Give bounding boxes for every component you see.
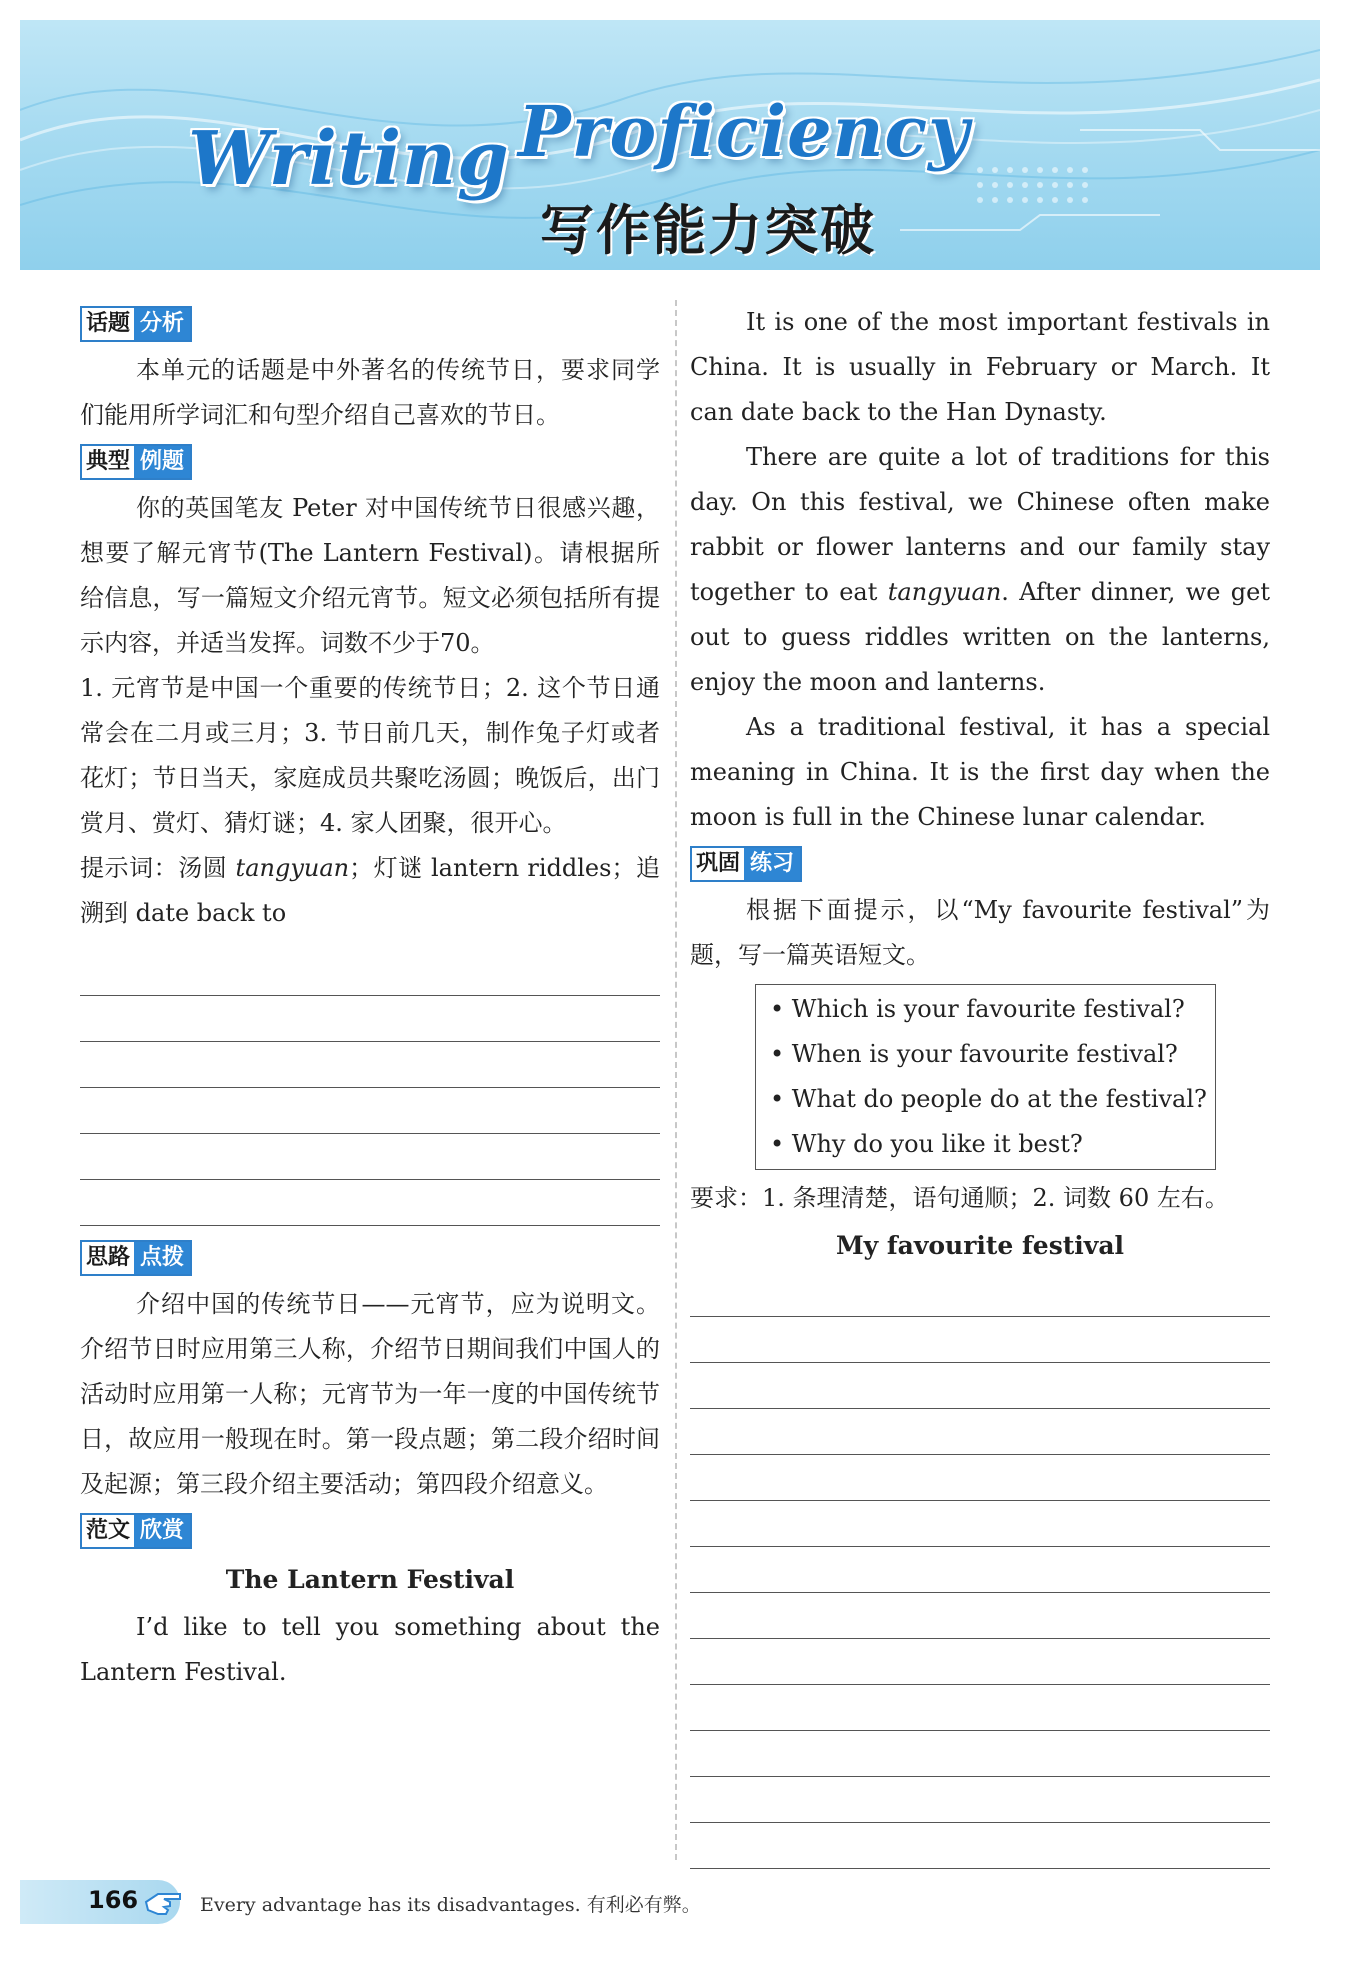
writing-line (690, 1593, 1270, 1639)
answer-lines (80, 950, 660, 1226)
model-essay-paragraph-4: As a traditional festival, it has a special meaning in China. It is the first day when the moon is full in the Chinese lunar calendar. (690, 713, 1270, 831)
guide-text: 介绍中国的传统节日——元宵节，应为说明文。介绍节日时应用第三人称，介绍节日期间我们中国人的活动时应用第一人称；元宵节为一年一度的中国传统节日，故应用一般现在时。第一段点题；第二段介绍时间及起源；第三段介绍主要活动；第四段介绍意义。 (80, 1290, 660, 1498)
requirement-text: 要求：1. 条理清楚，语句通顺；2. 词数 60 左右。 (690, 1184, 1229, 1212)
column-divider (675, 300, 677, 1860)
banner-title-writing: Writing (188, 116, 510, 202)
writing-line (690, 1823, 1270, 1869)
footer-proverb: Every advantage has its disadvantages. 有利必有弊。 (200, 1894, 701, 1916)
model-essay-title: The Lantern Festival (225, 1565, 515, 1594)
practice-tag: 巩固 练习 (690, 846, 802, 882)
prompt-item: • What do people do at the festival? (770, 1085, 1207, 1113)
writing-line (80, 1088, 660, 1134)
writing-line (690, 1685, 1270, 1731)
prompt-item: • Which is your favourite festival? (770, 995, 1185, 1023)
topic-analysis-text: 本单元的话题是中外著名的传统节日，要求同学们能用所学词汇和句型介绍自己喜欢的节日。 (80, 356, 660, 429)
practice-essay-title: My favourite festival (835, 1231, 1125, 1260)
writing-line (690, 1363, 1270, 1409)
hint-words: 提示词：汤圆 tangyuan；灯谜 lantern riddles；追溯到 date back to (80, 854, 661, 927)
model-essay-paragraph-2: It is one of the most important festivals in China. It is usually in February or March. It can date back to the Han Dynasty. (690, 308, 1270, 426)
prompt-item: • When is your favourite festival? (770, 1040, 1178, 1068)
practice-instruction: 根据下面提示，以“My favourite festival”为题，写一篇英语短文。 (690, 896, 1270, 969)
model-essay-tag: 范文 欣赏 (80, 1513, 192, 1549)
writing-line (690, 1547, 1270, 1593)
writing-line (690, 1777, 1270, 1823)
writing-line (690, 1409, 1270, 1455)
prompt-item: • Why do you like it best? (770, 1130, 1083, 1158)
example-question-tag: 典型 例题 (80, 444, 192, 480)
example-question-text: 你的英国笔友 Peter 对中国传统节日很感兴趣，想要了解元宵节(The Lantern Festival)。请根据所给信息，写一篇短文介绍元宵节。短文必须包括所有提示内容，并适当发挥。词数不少于70。 (80, 494, 660, 657)
writing-line (690, 1455, 1270, 1501)
left-column (80, 300, 660, 1695)
model-essay-paragraph-1: I’d like to tell you something about the Lantern Festival. (80, 1613, 660, 1686)
writing-line (80, 996, 660, 1042)
writing-line (690, 1639, 1270, 1685)
writing-line (690, 1501, 1270, 1547)
pointing-hand-icon (140, 1880, 186, 1924)
writing-line (80, 1042, 660, 1088)
prompt-box (755, 984, 1216, 1170)
practice-answer-lines (690, 1271, 1270, 1869)
writing-line (690, 1271, 1270, 1317)
writing-line (80, 1180, 660, 1226)
banner-title-proficiency: Proficiency (518, 90, 970, 173)
writing-line (690, 1731, 1270, 1777)
page-number: 166 (88, 1886, 139, 1914)
topic-analysis-tag: 话题 分析 (80, 306, 192, 342)
example-points: 1. 元宵节是中国一个重要的传统节日；2. 这个节日通常会在二月或三月；3. 节日前几天，制作兔子灯或者花灯；节日当天，家庭成员共聚吃汤圆；晚饭后，出门赏月、赏灯、猜灯谜；4. 家人团聚，很开心。 (80, 674, 660, 837)
writing-line (80, 950, 660, 996)
banner-title-chinese: 写作能力突破 (540, 199, 876, 262)
right-column (690, 300, 1270, 1869)
guide-tag: 思路 点拨 (80, 1240, 192, 1276)
writing-line (80, 1134, 660, 1180)
model-essay-paragraph-3: There are quite a lot of traditions for this day. On this festival, we Chinese often make rabbit or flower lanterns and our family stay together to eat tangyuan. After dinner, we get out to guess riddles written on the lanterns, enjoy the moon and lanterns. (690, 443, 1270, 696)
writing-line (690, 1317, 1270, 1363)
header-banner (20, 20, 1320, 270)
